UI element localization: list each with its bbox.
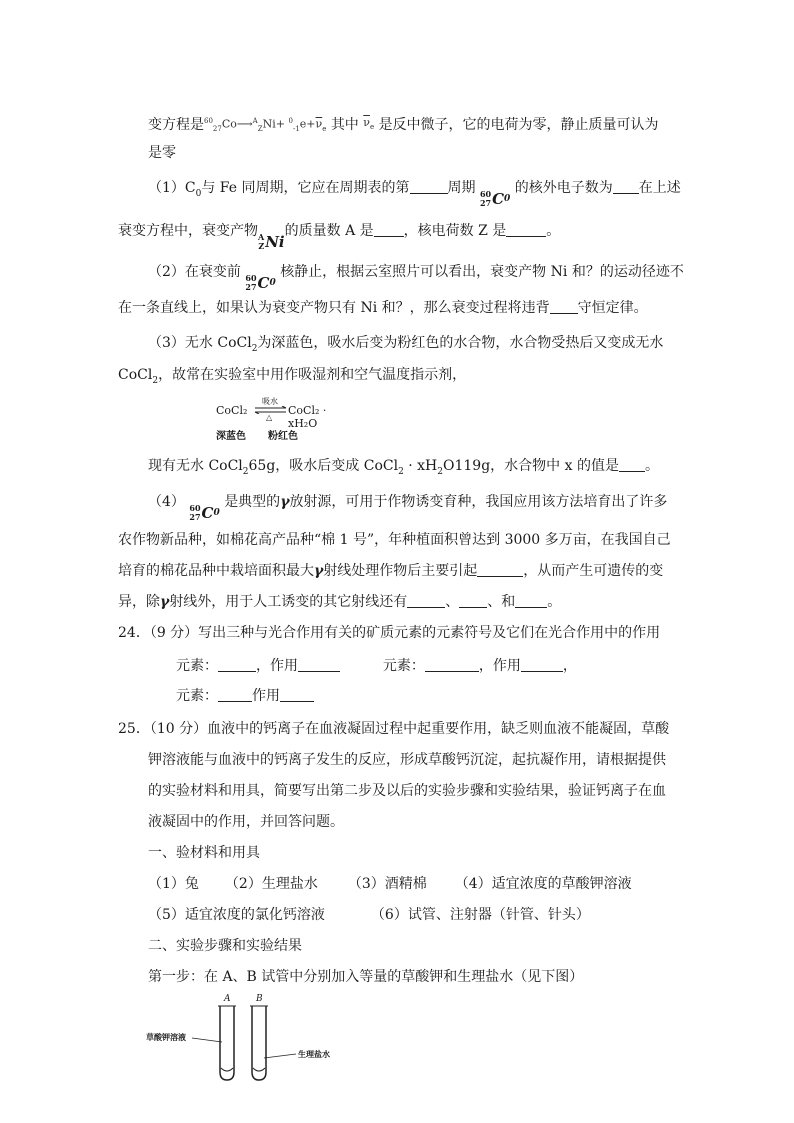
question-25-line-1: 25．（10 分）血液中的钙离子在血液凝固过程中起重要作用，缺乏则血液不能凝固，草酸 bbox=[118, 721, 670, 737]
question-25-line-3: 的实验材料和用具，简要写出第二步及以后的实验步骤和实验结果，验证钙离子在血 bbox=[148, 783, 666, 799]
answer-blank[interactable] bbox=[521, 657, 563, 672]
answer-blank[interactable] bbox=[506, 222, 546, 237]
question-25-line-2: 钾溶液能与血液中的钙离子发生的反应，形成草酸钙沉淀，起抗凝作用，请根据提供 bbox=[148, 752, 666, 768]
question-1-line-2: 衰变方程中，衰变产物 A Z Ni 的质量数 A 是 ，核电荷数 Z 是 。 bbox=[118, 223, 561, 251]
section-1-title: 一、验材料和用具 bbox=[148, 845, 260, 861]
answer-blank[interactable] bbox=[410, 179, 448, 194]
decay-equation-line bbox=[148, 111, 659, 139]
antineutrino-symbol: $\overline{\nu}_e$ bbox=[363, 115, 375, 132]
text: 变方程是 bbox=[148, 116, 204, 133]
question-24-answers-row-1: 元素： ，作用 元素： ，作用 ， bbox=[176, 658, 577, 674]
answer-blank[interactable] bbox=[407, 593, 445, 608]
answer-blank[interactable] bbox=[619, 457, 645, 472]
line: 是零 bbox=[148, 145, 176, 161]
potassium-oxalate-label: 草酸钾溶液 bbox=[146, 1032, 186, 1042]
question-3-line-3: 现有无水 CoCl$_2$65g，吸水后变成 CoCl$_2$ · $xH_2O119g$，水合物中 x 的值是 。 bbox=[148, 458, 659, 477]
cobalt-60-nuclide: 60 27 C 0 bbox=[479, 189, 511, 208]
tube-b-label: B bbox=[256, 994, 263, 1004]
cobalt-60-nuclide: 60 27 C 0 bbox=[245, 273, 276, 292]
nickel-nuclide: A Z Ni bbox=[258, 232, 285, 251]
materials-row-1: （1）兔 （2）生理盐水 （3）酒精棉 （4）适宜浓度的草酸钾溶液 bbox=[148, 876, 632, 892]
question-4-line-3: 培育的棉花品种中栽培面积最大γ射线处理作物后主要引起 ，从而产生可遗传的变 bbox=[118, 563, 664, 579]
question-24-answers-row-2: 元素： 作用 bbox=[176, 686, 314, 706]
question-4-line-1: （4） 60 27 C 0 是典型的γ放射源，可用于作物诱变育种，我国应用该方法培育出了许多 bbox=[148, 494, 668, 522]
saline-label: 生理盐水 bbox=[298, 1049, 330, 1059]
question-1-line-1: $(1)C_0$与 Fe 同周期，它应在周期表的第 周期 60 27 C 0 的核外电子数为 在上述 bbox=[148, 180, 681, 208]
answer-blank[interactable] bbox=[613, 179, 639, 194]
decay-equation: $^{60}_{27}$Co⟶$^A_Z$Ni+ $^0_{-1}e+\overline{\nu}_e$ bbox=[204, 117, 327, 133]
answer-blank[interactable] bbox=[425, 657, 479, 672]
answer-blank[interactable] bbox=[515, 593, 547, 608]
answer-blank[interactable] bbox=[298, 657, 340, 672]
question-2-line-1: （2）在衰变前 60 27 C 0 核静止，根据云室照片可以看出，衰变产物 Ni 和？的运动径迹不 bbox=[148, 264, 684, 292]
cobalt-60-nuclide: 60 27 C 0 bbox=[189, 503, 220, 522]
tube-a-label: A bbox=[224, 994, 231, 1004]
text: 是反中微子，它的电荷为零，静止质量可认为 bbox=[378, 116, 659, 133]
question-4-line-4: 异，除γ射线外，用于人工诱变的其它射线还有 、 、和 。 bbox=[118, 594, 562, 610]
answer-blank[interactable] bbox=[218, 657, 256, 672]
question-3-line-1: （3）无水 CoCl$_2$为深蓝色，吸水后变为粉红色的水合物，水合物受热后又变成无水 bbox=[148, 335, 664, 354]
question-25-line-4: 液凝固中的作用，并回答问题。 bbox=[148, 814, 344, 830]
answer-blank[interactable] bbox=[374, 222, 404, 237]
answer-blank[interactable] bbox=[477, 562, 523, 577]
question-2-line-2: 在一条直线上，如果认为衰变产物只有 Ni 和？，那么衰变过程将违背 守恒定律。 bbox=[118, 300, 648, 316]
text: 其中 bbox=[330, 116, 359, 133]
question-4-line-2: 农作物新品种，如棉花高产品种“棉 1 号”，年种植面积曾达到 3000 多万亩，在我国自己 bbox=[118, 532, 671, 548]
question-24-stem: 24．（9 分）写出三种与光合作用有关的矿质元素的元素符号及它们在光合作用中的作用 bbox=[118, 625, 661, 641]
answer-blank[interactable] bbox=[550, 299, 578, 314]
materials-row-2: （5）适宜浓度的氯化钙溶液 （6）试管、注射器（针管、针头） bbox=[148, 907, 590, 923]
step-1: 第一步：在 A、B 试管中分别加入等量的草酸钾和生理盐水（见下图） bbox=[148, 969, 584, 985]
answer-blank[interactable] bbox=[459, 593, 487, 608]
answer-blank[interactable] bbox=[280, 687, 314, 702]
test-tube-figure bbox=[140, 994, 370, 1084]
question-3-line-2: CoCl$_2$，故常在实验室中用作吸湿剂和空气温度指示剂， bbox=[118, 367, 467, 386]
answer-blank[interactable] bbox=[218, 687, 252, 702]
section-2-title: 二、实验步骤和实验结果 bbox=[148, 938, 302, 954]
cocl2-hydration-equation: CoCl₂ 吸水 △ CoCl₂ · xH₂O 深蓝色 粉红色 bbox=[216, 397, 327, 442]
